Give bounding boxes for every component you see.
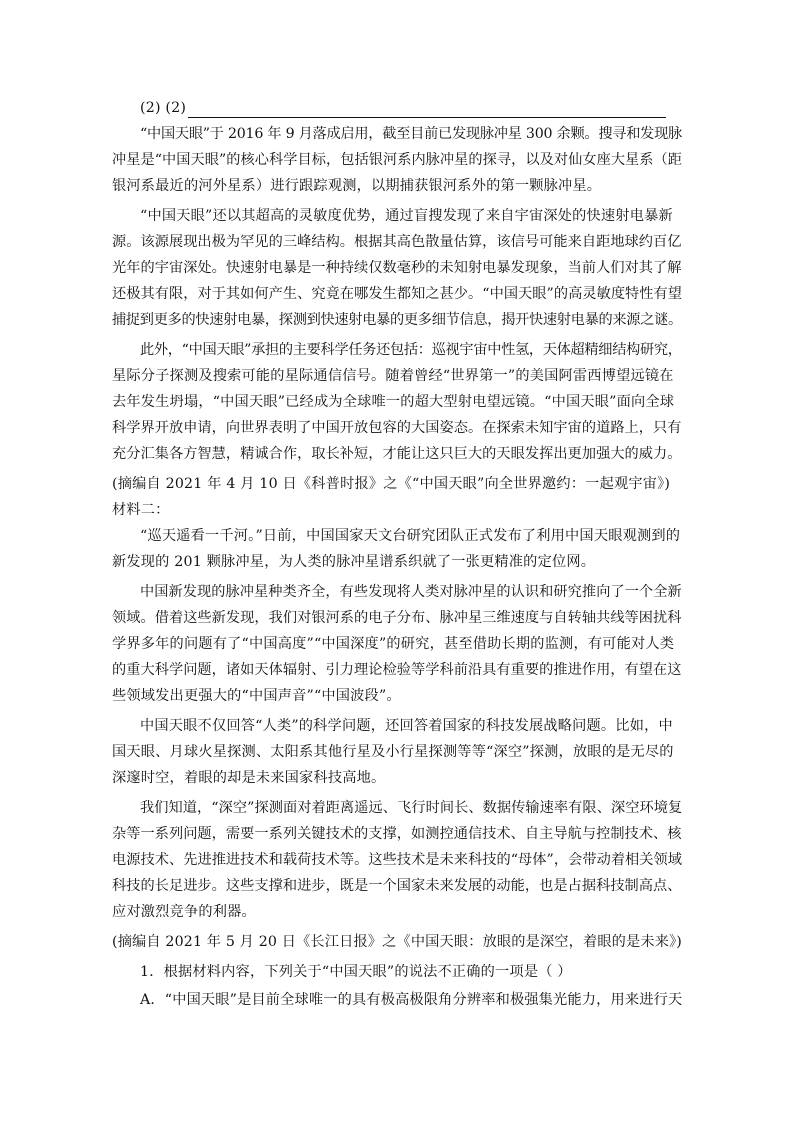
m2-p2-line-5: 些领域发出更强大的“中国声音”“中国波段”。 [112, 688, 401, 704]
m2-p3-line-3: 深邃时空，着眼的却是未来国家科技高地。 [112, 770, 386, 786]
m1-p1-line-1: “中国天眼”于 2016 年 9 月落成启用，截至目前已发现脉冲星 300 余颗。搜寻和发现脉 [140, 126, 682, 142]
option-a[interactable]: A．“中国天眼”是目前全球唯一的具有极高极限角分辨率和极强集光能力，用来进行天 [140, 992, 683, 1008]
m2-p2-line-4: 的重大科学问题，诸如天体辐射、引力理论检验等学科前沿具有重要的推进作用，有望在这 [112, 662, 682, 678]
m2-p4-line-4: 科技的长足进步。这些支撑和进步，既是一个国家未来发展的动能，也是占据科技制高点、 [112, 878, 682, 894]
m1-p2-line-2: 源。该源展现出极为罕见的三峰结构。根据其高色散量估算，该信号可能来自距地球约百亿 [112, 234, 682, 250]
m1-p3-line-5: 充分汇集各方智慧，精诚合作，取长补短，才能让这只巨大的天眼发挥出更加强大的威力。 [112, 446, 682, 462]
m2-p4-line-1: 我们知道，“深空”探测面对着距离遥远、飞行时间长、数据传输速率有限、深空环境复 [140, 800, 683, 816]
answer-blank[interactable] [188, 102, 666, 118]
m1-source: (摘编自 2021 年 4 月 10 日《科普时报》之《“中国天眼”向全世界邀约：一起观宇宙》) [112, 476, 671, 492]
m2-p4-line-2: 杂等一系列问题，需要一系列关键技术的支撑，如测控通信技术、自主导航与控制技术、核 [112, 826, 682, 842]
m1-p3-line-2: 星际分子探测及搜索可能的星际通信信号。随着曾经“世界第一”的美国阿雷西博望远镜在 [112, 368, 674, 384]
m1-p2-line-3: 光年的宇宙深处。快速射电暴是一种持续仅数毫秒的未知射电暴发现象，当前人们对其了解 [112, 260, 682, 276]
m2-p4-line-5: 应对激烈竞争的利器。 [112, 904, 256, 920]
m1-p2-line-4: 还极其有限，对于其如何产生、究竟在哪发生都知之甚少。“中国天眼”的高灵敏度特性有望 [112, 286, 683, 302]
m2-p1-line-2: 新发现的 201 颗脉冲星，为人类的脉冲星谱系织就了一张更精准的定位网。 [112, 554, 596, 570]
m1-p1-line-3: 银河系最近的河外星系）进行跟踪观测，以期捕获银河系外的第一颗脉冲星。 [112, 178, 602, 194]
m2-p2-line-2: 领域。借着这些新发现，我们对银河系的电子分布、脉冲星三维速度与自转轴共线等困扰科 [112, 610, 682, 626]
m2-p2-line-1: 中国新发现的脉冲星种类齐全，有些发现将人类对脉冲星的认识和研究推向了一个全新 [140, 584, 682, 600]
question-stem: 1．根据材料内容，下列关于“中国天眼”的说法不正确的一项是（ ） [140, 964, 572, 980]
m2-p3-line-2: 国天眼、月球火星探测、太阳系其他行星及小行星探测等等“深空”探测，放眼的是无尽的 [112, 744, 674, 760]
m2-heading: 材料二： [112, 502, 170, 518]
m2-p4-line-3: 电源技术、先进推进技术和载荷技术等。这些技术是未来科技的“母体”，会带动着相关领域 [112, 852, 683, 868]
m2-source: (摘编自 2021 年 5 月 20 日《长江日报》之《中国天眼：放眼的是深空，着眼的是未来》) [112, 934, 683, 950]
m2-p3-line-1: 中国天眼不仅回答“人类”的科学问题，还回答着国家的科技发展战略问题。比如，中 [140, 718, 673, 734]
m1-p3-line-1: 此外，“中国天眼”承担的主要科学任务还包括：巡视宇宙中性氢，天体超精细结构研究， [140, 342, 682, 358]
m1-p3-line-4: 科学界开放申请，向世界表明了中国开放包容的大国姿态。在探索未知宇宙的道路上，只有 [112, 420, 682, 436]
m1-p2-line-1: “中国天眼”还以其超高的灵敏度优势，通过盲搜发现了来自宇宙深处的快速射电暴新 [140, 208, 673, 224]
m1-p2-line-5: 捕捉到更多的快速射电暴，探测到快速射电暴的更多细节信息，揭开快速射电暴的来源之谜。 [112, 312, 682, 328]
m2-p1-line-1: “巡天遥看一千河。”日前，中国国家天文台研究团队正式发布了利用中国天眼观测到的 [140, 528, 681, 544]
m1-p3-line-3: 去年发生坍塌，“中国天眼”已经成为全球唯一的超大型射电望远镜。“中国天眼”面向全球 [112, 394, 675, 410]
m1-p1-line-2: 冲星是“中国天眼”的核心科学目标，包括银河系内脉冲星的探寻，以及对仙女座大星系（距 [112, 152, 683, 168]
answer-label: (2) (2) [140, 100, 187, 116]
m2-p2-line-3: 学界多年的问题有了“中国高度”“中国深度”的研究，甚至借助长期的监测，有可能对人类 [112, 636, 675, 652]
answer-line [140, 98, 682, 118]
